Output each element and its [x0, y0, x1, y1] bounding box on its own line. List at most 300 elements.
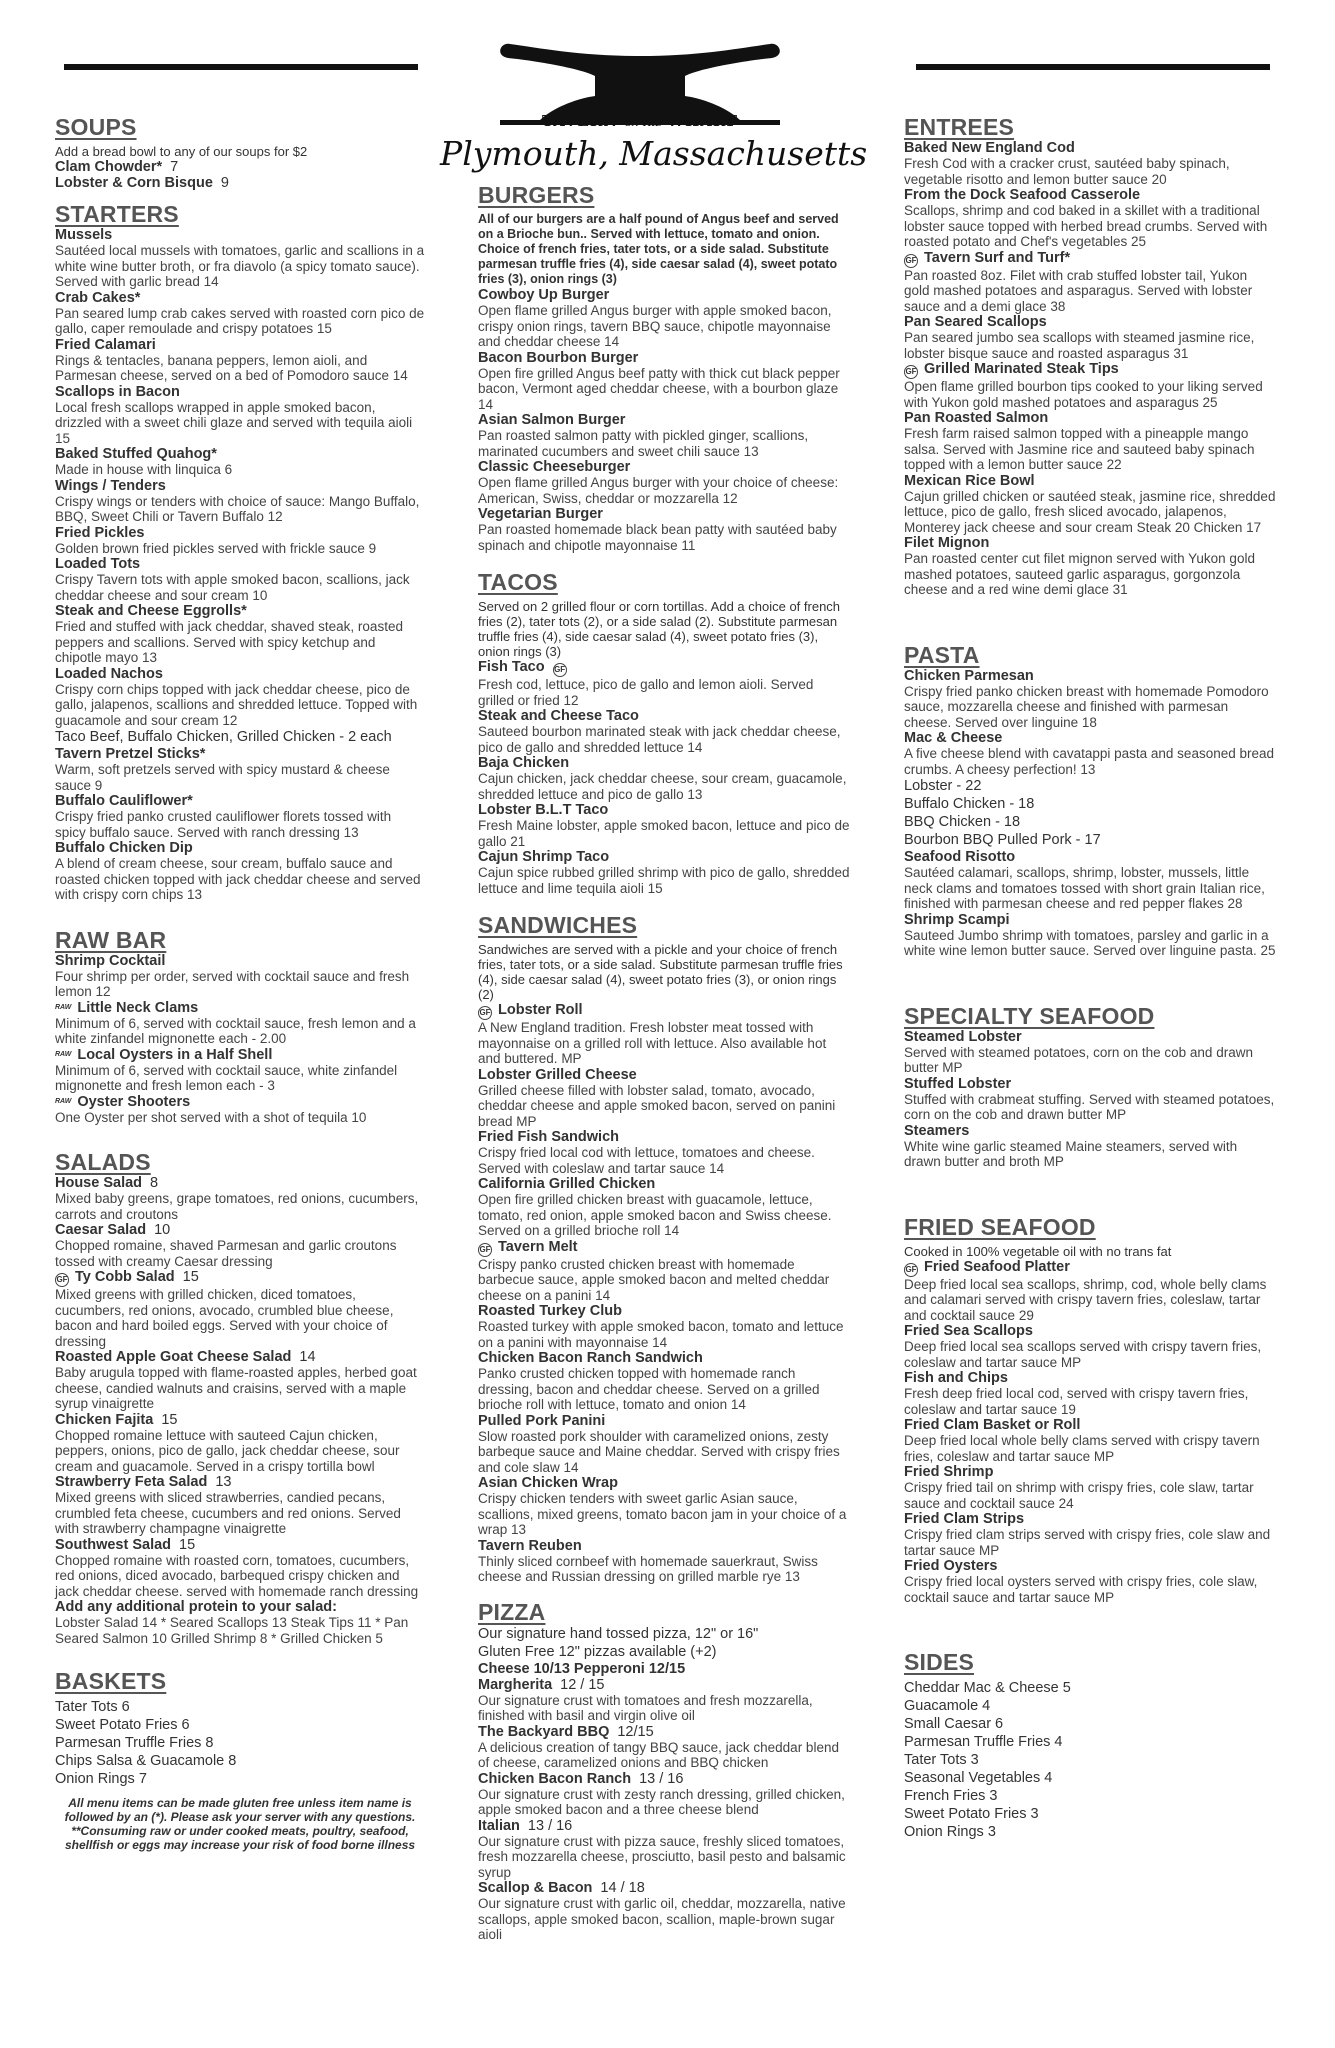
menu-item-description: Sauteed Jumbo shrimp with tomatoes, parsley and garlic in a white wine lemon butter sauce. Served over linguine pasta. 25: [904, 927, 1276, 958]
menu-item-description: Our signature crust with tomatoes and fresh mozzarella, finished with basil and virgin olive oil: [478, 1692, 813, 1723]
menu-item-description: Cajun grilled chicken or sautéed steak, jasmine rice, shredded lettuce, pico de gallo, fresh sliced avocado, jalapenos, Monterey jack cheese and sour cream Steak 20 Chicken 17: [904, 488, 1276, 535]
menu-item: [55, 1349, 425, 1412]
menu-item-name: Baked New England Cod: [904, 140, 1075, 156]
section-raw-bar: [55, 927, 425, 1126]
menu-item-header: [55, 1047, 425, 1063]
menu-item-price: 8: [150, 1175, 159, 1191]
menu-item-name: Fried Shrimp: [904, 1464, 994, 1480]
menu-item-name: Shrimp Cocktail: [55, 952, 166, 969]
menu-item-description: Pan roasted salmon patty with pickled ginger, scallions, marinated cucumbers and sweet chili sauce 13: [478, 428, 809, 459]
menu-item: [478, 1724, 850, 1771]
menu-item-header: [904, 410, 1276, 426]
top-rule-right: [916, 64, 1270, 70]
menu-item-extra-line: Buffalo Chicken - 18: [904, 796, 1035, 812]
logo: [440, 34, 868, 184]
menu-item-name: Pan Seared Scallops: [904, 314, 1047, 330]
menu-item-description: Open fire grilled chicken breast with guacamole, lettuce, tomato, red onion, apple smoked bacon and Swiss cheese. Served on a grilled brioche roll 14: [478, 1192, 832, 1238]
menu-item: [904, 1370, 1276, 1417]
gluten-free-icon: GF: [904, 254, 918, 268]
menu-item-header: [904, 1123, 1276, 1139]
menu-item-name: Local Oysters in a Half Shell: [77, 1046, 273, 1063]
menu-item-extra: Taco Beef, Buffalo Chicken, Grilled Chicken - 2 each: [55, 729, 392, 745]
menu-item-header: [904, 1076, 1276, 1092]
menu-item: [55, 1000, 425, 1047]
menu-item-header: [55, 384, 425, 400]
menu-item-name: Buffalo Chicken Dip: [55, 840, 193, 856]
menu-item-name: Margherita: [478, 1676, 553, 1693]
menu-item: [478, 1677, 850, 1724]
menu-item-header: [904, 849, 1276, 865]
menu-item-name: Vegetarian Burger: [478, 506, 603, 522]
menu-item-description: Stuffed with crabmeat stuffing. Served with steamed potatoes, corn on the cob and drawn butter MP: [904, 1091, 1275, 1122]
menu-item-header: [478, 659, 850, 677]
menu-item-header: [904, 1323, 1276, 1339]
menu-item-header: [55, 556, 425, 572]
menu-item-description: Chopped romaine lettuce with sauteed Cajun chicken, peppers, onions, pico de gallo, jack cheddar cheese, sour cream and guacamole. Served in a crispy tortilla bowl: [55, 1427, 400, 1474]
menu-item-header: [55, 953, 425, 969]
menu-item-header: [904, 140, 1276, 156]
menu-item-price: 13 / 16: [527, 1817, 573, 1834]
menu-item-name: Loaded Nachos: [55, 665, 163, 682]
menu-item: [478, 1067, 850, 1130]
menu-item-description: A New England tradition. Fresh lobster meat tossed with mayonnaise on a grilled roll with lettuce. Also available hot and buttered. MP: [478, 1020, 827, 1066]
menu-item: [55, 603, 425, 666]
menu-item-description: Fresh deep fried local cod, served with crispy tavern fries, coleslaw and tartar sauce 19: [904, 1386, 1249, 1417]
menu-item-name: Grilled Marinated Steak Tips: [924, 361, 1119, 377]
section-title: ENTREES: [904, 114, 1015, 140]
menu-item-name: Ty Cobb Salad: [75, 1269, 175, 1285]
menu-item-description: Fresh farm raised salmon topped with a pineapple mango salsa. Served with Jasmine rice and sauteed baby spinach topped with a lemon butter sauce 22: [904, 426, 1255, 472]
menu-item-name: Southwest Salad: [55, 1536, 172, 1553]
section-salads: [55, 1149, 425, 1646]
menu-item-header: [55, 1222, 425, 1238]
menu-item-header: [478, 1677, 850, 1693]
menu-item-header: [55, 337, 425, 353]
menu-item: [478, 1239, 850, 1304]
menu-item-header: [478, 755, 850, 771]
section-title: RAW BAR: [55, 926, 167, 953]
section-note-line: Gluten Free 12" pizzas available (+2): [478, 1643, 717, 1660]
menu-item-header: [478, 1661, 850, 1677]
menu-item-description: Deep fried local sea scallops, shrimp, cod, whole belly clams and calamari served with crispy tavern fries, coleslaw, tartar and cocktail sauce 29: [904, 1276, 1267, 1323]
menu-item-header: [478, 1067, 850, 1083]
menu-item-header: [55, 1537, 425, 1553]
menu-item: [478, 1880, 850, 1943]
menu-item-name: Strawberry Feta Salad: [55, 1474, 208, 1490]
menu-item-header: [904, 1370, 1276, 1386]
menu-item-header: [478, 1771, 850, 1787]
menu-item-description: Our signature crust with zesty ranch dressing, grilled chicken, apple smoked bacon and a three cheese blend: [478, 1786, 845, 1817]
menu-item-header: [55, 746, 425, 762]
raw-icon: RAW: [55, 1050, 72, 1058]
section-note: All of our burgers are a half pound of Angus beef and served on a Brioche bun.. Served with lettuce, tomato and onion. Choice of french fries, tater tots, or a side salad. Substitute parmesan truffle fries (4), side caesar salad (4), sweet potato fries (3), onion rings (3): [478, 212, 839, 286]
menu-item-description: Crispy fried local cod with lettuce, tomatoes and cheese. Served with coleslaw and tartar sauce 14: [478, 1145, 815, 1176]
gluten-free-icon: GF: [478, 1243, 492, 1257]
menu-item-name: Chicken Bacon Ranch: [478, 1770, 632, 1787]
menu-item-header: [904, 361, 1276, 379]
menu-item: [904, 1029, 1276, 1076]
menu-item-name: Stuffed Lobster: [904, 1075, 1012, 1092]
menu-item: [904, 410, 1276, 473]
menu-item-description: Crispy fried clam strips served with crispy fries, cole slaw and tartar sauce MP: [904, 1527, 1271, 1558]
menu-item-name: Fried Pickles: [55, 524, 145, 541]
section-note: Cooked in 100% vegetable oil with no trans fat: [904, 1243, 1172, 1259]
menu-item: [904, 1076, 1276, 1123]
menu-item-header: [55, 603, 425, 619]
menu-item: [55, 175, 425, 191]
menu-item: [904, 361, 1276, 410]
menu-item-header: [478, 412, 850, 428]
menu-item-header: [55, 1599, 425, 1615]
menu-item-description: Slow roasted pork shoulder with caramelized onions, zesty barbeque sauce and Maine cheddar. Served with crispy fries and cole slaw 14: [478, 1428, 840, 1475]
menu-item: [904, 535, 1276, 598]
menu-item: [55, 840, 425, 903]
section-title: BASKETS: [55, 1668, 167, 1694]
menu-item: [904, 1417, 1276, 1464]
middle-column: [478, 182, 850, 1943]
menu-item-description: Crispy panko crusted chicken breast with homemade barbecue sauce, apple smoked bacon and melted cheddar cheese on a panini 14: [478, 1256, 830, 1303]
menu-item-header: [55, 1175, 425, 1191]
menu-item-name: Tavern Melt: [498, 1238, 578, 1255]
menu-item-description: Rings & tentacles, banana peppers, lemon aioli, and Parmesan cheese, served on a bed of Pomodoro sauce 14: [55, 352, 408, 383]
menu-item-description: Warm, soft pretzels served with spicy mustard & cheese sauce 9: [55, 762, 390, 793]
menu-item-name: Clam Chowder*: [55, 159, 163, 175]
menu-item: [55, 1412, 425, 1475]
menu-item-description: Fresh cod, lettuce, pico de gallo and lemon aioli. Served grilled or fried 12: [478, 677, 814, 708]
menu-item-description: White wine garlic steamed Maine steamers, served with drawn butter and broth MP: [904, 1138, 1238, 1169]
menu-item-description: Made in house with linquica 6: [55, 462, 233, 477]
menu-item: [478, 459, 850, 506]
list-item: Parmesan Truffle Fries 4: [904, 1734, 1063, 1750]
menu-item-description: Mixed greens with sliced strawberries, candied pecans, crumbled feta cheese, cucumbers and red onions. Served with strawberry champagne vinaigrette: [55, 1490, 401, 1536]
list-item: Guacamole 4: [904, 1698, 991, 1714]
menu-item: [478, 708, 850, 755]
menu-item: [55, 1047, 425, 1094]
menu-item-name: Scallops in Bacon: [55, 383, 180, 400]
menu-item-name: Cajun Shrimp Taco: [478, 849, 610, 865]
menu-item: [904, 1511, 1276, 1558]
logo-name: TAVERN: [541, 112, 619, 130]
menu-item-header: [904, 473, 1276, 489]
menu-item-name: Baja Chicken: [478, 755, 570, 771]
menu-item: [55, 1175, 425, 1222]
menu-item-name: Lobster & Corn Bisque: [55, 175, 213, 191]
menu-item-name: Chicken Fajita: [55, 1411, 154, 1428]
section-title: PASTA: [904, 641, 980, 668]
menu-item: [55, 1222, 425, 1269]
menu-item-header: [478, 802, 850, 818]
menu-item-description: Crispy fried local oysters served with crispy fries, cole slaw, cocktail sauce and tartar sauce MP: [904, 1574, 1258, 1605]
section-specialty-seafood: [904, 1003, 1276, 1170]
raw-icon: RAW: [55, 1003, 72, 1011]
section-title: SOUPS: [55, 114, 137, 140]
menu-item-description: Pan seared jumbo sea scallops with steamed jasmine rice, lobster bisque sauce and roasted asparagus 31: [904, 330, 1255, 361]
menu-item: [478, 1475, 850, 1538]
menu-item: [478, 412, 850, 459]
menu-item-name: Classic Cheeseburger: [478, 459, 631, 475]
menu-item-header: [478, 459, 850, 475]
menu-item-name: Asian Chicken Wrap: [478, 1475, 618, 1491]
menu-item-price: 9: [220, 175, 229, 191]
menu-item-description: Scallops, shrimp and cod baked in a skillet with a traditional lobster sauce topped with herbed bread crumbs. Served with roasted potato and Chef's vegetables 25: [904, 203, 1268, 249]
menu-item-header: [55, 290, 425, 306]
menu-item: [478, 755, 850, 802]
menu-item: [55, 728, 425, 746]
menu-item-price: 7: [170, 159, 179, 175]
menu-item-header: [55, 1474, 425, 1490]
menu-item-description: Crispy corn chips topped with jack cheddar cheese, pico de gallo, jalapenos, scallions and shredded lettuce. Topped with guacamole and sour cream 12: [55, 681, 418, 728]
menu-item-description: Chopped romaine with roasted corn, tomatoes, cucumbers, red onions, diced avocado, barbequed crispy chicken and jack cheddar cheese. served with homemade ranch dressing: [55, 1552, 419, 1599]
menu-item-header: [904, 668, 1276, 684]
menu-item-price: 12 / 15: [560, 1676, 605, 1693]
menu-item-name: House Salad: [55, 1175, 143, 1191]
menu-item: [478, 1350, 850, 1413]
menu-item-header: [55, 1349, 425, 1365]
menu-item-name: Cheese 10/13 Pepperoni 12/15: [478, 1660, 686, 1677]
menu-item-extra-line: Bourbon BBQ Pulled Pork - 17: [904, 832, 1101, 848]
top-rule-left: [64, 64, 418, 70]
menu-item-price: 13 / 16: [639, 1770, 684, 1787]
menu-item-price: 14: [299, 1349, 316, 1365]
menu-item-header: [904, 1259, 1276, 1277]
menu-item-header: [55, 793, 425, 809]
menu-item-header: [55, 175, 425, 191]
menu-item-header: [478, 1303, 850, 1319]
menu-item-header: [55, 666, 425, 682]
menu-item-description: A blend of cream cheese, sour cream, buffalo sauce and roasted chicken topped with jack cheddar cheese and served with crispy corn chips 13: [55, 856, 421, 902]
menu-item-header: [478, 1413, 850, 1429]
menu-item-header: [904, 1558, 1276, 1574]
menu-item-description: Four shrimp per order, served with cocktail sauce and fresh lemon 12: [55, 968, 410, 999]
raw-icon: RAW: [55, 1097, 72, 1105]
menu-item: [55, 793, 425, 840]
menu-item: [478, 1771, 850, 1818]
menu-item-header: [55, 840, 425, 856]
section-title: SALADS: [55, 1149, 151, 1175]
menu-item-name: Lobster Roll: [498, 1002, 583, 1018]
menu-item-name: Fried Clam Basket or Roll: [904, 1417, 1081, 1433]
menu-item-name: Mussels: [55, 227, 113, 243]
menu-item-description: Baby arugula topped with flame-roasted apples, herbed goat cheese, candied walnuts and craisins, served with a maple syrup vinaigrette: [55, 1365, 417, 1411]
menu-item-name: Oyster Shooters: [77, 1093, 191, 1110]
list-item: Sweet Potato Fries 6: [55, 1717, 190, 1733]
logo-small: ON THE: [624, 118, 662, 128]
menu-item: [904, 849, 1276, 912]
menu-item-description: Local fresh scallops wrapped in apple smoked bacon, drizzled with a sweet chili glaze and served with tequila aioli 15: [55, 399, 413, 446]
menu-item-name: Cowboy Up Burger: [478, 287, 610, 303]
menu-item-description: Roasted turkey with apple smoked bacon, tomato and lettuce on a panini with mayonnaise 14: [478, 1319, 844, 1350]
plain-list: [904, 1679, 1276, 1841]
list-item: Onion Rings 3: [904, 1824, 996, 1840]
menu-item: [478, 802, 850, 849]
menu-item: [904, 1558, 1276, 1605]
menu-item-name: Tavern Pretzel Sticks*: [55, 746, 206, 762]
menu-item: [478, 1303, 850, 1350]
menu-item: [478, 1176, 850, 1239]
menu-item-description: Our signature crust with garlic oil, cheddar, mozzarella, native scallops, apple smoked bacon, scallion, maple-brown sugar aioli: [478, 1896, 846, 1942]
gluten-free-icon: GF: [553, 663, 567, 677]
list-item: Parmesan Truffle Fries 8: [55, 1735, 214, 1751]
menu-item-description: Crispy wings or tenders with choice of sauce: Mango Buffalo, BBQ, Sweet Chili or Tavern Buffalo 12: [55, 493, 420, 524]
menu-item-price: 12/15: [617, 1723, 654, 1740]
menu-item-description: Served with steamed potatoes, corn on the cob and drawn butter MP: [904, 1044, 1253, 1075]
menu-item: [904, 250, 1276, 315]
menu-item: [478, 659, 850, 708]
menu-item-header: [55, 1412, 425, 1428]
section-sides: [904, 1649, 1276, 1841]
menu-item: [904, 912, 1276, 959]
menu-item-name: Chicken Bacon Ranch Sandwich: [478, 1350, 703, 1366]
menu-item: [55, 746, 425, 793]
menu-item-description: Fresh Cod with a cracker crust, sautéed baby spinach, vegetable risotto and lemon butter sauce 20: [904, 156, 1230, 187]
menu-item-name: Fried Seafood Platter: [924, 1258, 1070, 1275]
menu-item-name: Loaded Tots: [55, 556, 141, 572]
menu-item-header: [478, 1239, 850, 1257]
section-note: Add a bread bowl to any of our soups for $2: [55, 144, 308, 159]
menu-item: [904, 777, 1276, 849]
menu-item-header: [478, 287, 850, 303]
menu-item: [904, 1259, 1276, 1324]
right-column: [904, 110, 1276, 1841]
menu-item: [55, 666, 425, 729]
list-item: Seasonal Vegetables 4: [904, 1770, 1053, 1786]
menu-item-name: Lobster Grilled Cheese: [478, 1066, 637, 1083]
menu-item-header: [478, 506, 850, 522]
list-item: Tater Tots 6: [55, 1699, 130, 1715]
menu-item-price: 15: [161, 1411, 178, 1428]
menu-item-header: [478, 1002, 850, 1020]
menu-item-description: Sauteed bourbon marinated steak with jack cheddar cheese, pico de gallo and shredded lettuce 14: [478, 724, 841, 755]
section-title: PIZZA: [478, 1598, 546, 1625]
menu-item-extra-line: Lobster - 22: [904, 778, 982, 794]
menu-item-header: [478, 1475, 850, 1491]
menu-item-name: Fried Oysters: [904, 1558, 998, 1574]
menu-item: [55, 1474, 425, 1537]
menu-item-name: Baked Stuffed Quahog*: [55, 446, 217, 462]
menu-item-header: [904, 1464, 1276, 1480]
menu-item: [478, 849, 850, 896]
menu-item-header: [904, 1511, 1276, 1527]
menu-item: [904, 1464, 1276, 1511]
menu-item-extra-line: BBQ Chicken - 18: [904, 814, 1021, 830]
menu-item-price: 13: [215, 1474, 232, 1490]
menu-item-name: From the Dock Seafood Casserole: [904, 187, 1141, 203]
menu-item-name: Fried Fish Sandwich: [478, 1129, 619, 1145]
menu-item-description: Grilled cheese filled with lobster salad, tomato, avocado, cheddar cheese and apple smoked bacon, served on panini bread MP: [478, 1082, 836, 1129]
menu-item: [55, 478, 425, 525]
menu-item-description: Cajun spice rubbed grilled shrimp with pico de gallo, shredded lettuce and lime tequila aioli 15: [478, 865, 850, 896]
menu-item-name: Fish and Chips: [904, 1370, 1008, 1386]
menu-item-header: [904, 535, 1276, 551]
menu-item-name: Buffalo Cauliflower*: [55, 793, 193, 809]
list-item: Sweet Potato Fries 3: [904, 1806, 1039, 1822]
menu-item-header: [478, 1538, 850, 1554]
menu-item-header: [55, 478, 425, 494]
menu-item-header: [904, 730, 1276, 746]
menu-item: [904, 187, 1276, 250]
gluten-free-icon: GF: [55, 1273, 69, 1287]
menu-item-name: Steamed Lobster: [904, 1028, 1022, 1045]
menu-item-description: Open flame grilled bourbon tips cooked to your liking served with Yukon gold mashed potatoes and asparagus 25: [904, 379, 1263, 410]
list-item: Chips Salsa & Guacamole 8: [55, 1753, 237, 1769]
menu-item-price: 15: [179, 1536, 196, 1553]
menu-item-header: [55, 159, 425, 175]
menu-item-header: [55, 446, 425, 462]
section-title: SPECIALTY SEAFOOD: [904, 1002, 1155, 1029]
menu-item-description: A five cheese blend with cavatappi pasta and seasoned bread crumbs. A cheesy perfection! 13: [904, 746, 1275, 777]
menu-item-description: Minimum of 6, served with cocktail sauce, white zinfandel mignonette and fresh lemon each - 3: [55, 1062, 398, 1093]
menu-item-description: Pan roasted homemade black bean patty with sautéed baby spinach and chipotle mayonnaise 11: [478, 522, 837, 553]
menu-item-name: Wings / Tenders: [55, 477, 166, 494]
menu-item-description: Crispy fried tail on shrimp with crispy fries, cole slaw, tartar sauce and cocktail sauce 24: [904, 1480, 1254, 1511]
menu-item: [55, 290, 425, 337]
menu-item: [478, 1413, 850, 1476]
menu-item-name: Bacon Bourbon Burger: [478, 349, 639, 366]
menu-item-header: [478, 1350, 850, 1366]
menu-item-name: Tavern Surf and Turf*: [924, 249, 1071, 266]
left-column: [55, 110, 425, 1852]
menu-item: [478, 1818, 850, 1881]
menu-item-name: Crab Cakes*: [55, 289, 141, 306]
menu-item-description: Mixed greens with grilled chicken, diced tomatoes, cucumbers, red onions, avocado, crumbled blue cheese, bacon and hard boiled eggs. Served with your choice of dressing: [55, 1287, 394, 1349]
menu-item-description: Thinly sliced cornbeef with homemade sauerkraut, Swiss cheese and Russian dressing on grilled marble rye 13: [478, 1553, 818, 1584]
menu-item-name: Fried Clam Strips: [904, 1511, 1025, 1527]
menu-item-name: Chicken Parmesan: [904, 667, 1034, 684]
menu-item-description: Lobster Salad 14 * Seared Scallops 13 Steak Tips 11 * Pan Seared Salmon 10 Grilled Shrimp 8 * Grilled Chicken 5: [55, 1615, 409, 1646]
menu-item: [904, 668, 1276, 731]
section-title: FRIED SEAFOOD: [904, 1213, 1096, 1240]
menu-item-header: [904, 1417, 1276, 1433]
menu-item-name: Roasted Turkey Club: [478, 1303, 622, 1319]
menu-item-name: Caesar Salad: [55, 1222, 147, 1238]
menu-item-price: 10: [154, 1222, 171, 1238]
menu-item-description: Open flame grilled Angus burger with apple smoked bacon, crispy onion rings, tavern BBQ sauce, chipotle mayonnaise and cheddar cheese 14: [478, 303, 832, 349]
list-item: French Fries 3: [904, 1788, 998, 1804]
menu-item-description: Pan roasted center cut filet mignon served with Yukon gold mashed potatoes, sauteed garlic asparagus, gorgonzola cheese and a red wine demi glace 31: [904, 551, 1255, 597]
menu-item-name: Mac & Cheese: [904, 730, 1003, 746]
section-pizza: [478, 1599, 850, 1943]
section-title: SANDWICHES: [478, 912, 638, 938]
menu-item-description: One Oyster per shot served with a shot of tequila 10: [55, 1109, 367, 1125]
menu-item-description: Deep fried local whole belly clams served with crispy tavern fries, coleslaw and tartar sauce MP: [904, 1433, 1260, 1464]
menu-item-description: A delicious creation of tangy BBQ sauce, jack cheddar blend of cheese, caramelized onions and BBQ chicken: [478, 1739, 839, 1770]
menu-item: [55, 227, 425, 290]
menu-item-header: [55, 1269, 425, 1287]
menu-item: [55, 337, 425, 384]
section-title: BURGERS: [478, 182, 595, 208]
menu-item: [55, 384, 425, 447]
menu-item-name: Pulled Pork Panini: [478, 1412, 606, 1429]
menu-item-header: [55, 1000, 425, 1016]
menu-item-description: Pan roasted 8oz. Filet with crab stuffed lobster tail, Yukon gold mashed potatoes and asparagus. Served with lobster sauce and a demi glace 38: [904, 267, 1253, 314]
menu-item-name: Add any additional protein to your salad:: [55, 1599, 337, 1615]
menu-item-header: [478, 1818, 850, 1834]
menu-item-name: The Backyard BBQ: [478, 1723, 610, 1740]
section-baskets: [55, 1668, 425, 1788]
menu-item-name: Pan Roasted Salmon: [904, 410, 1049, 426]
section-entrees: [904, 114, 1276, 598]
menu-item-description: Sautéed local mussels with tomatoes, garlic and scallions in a white wine butter broth, or fra diavolo (a spicy tomato sauce). Served with garlic bread 14: [55, 243, 425, 289]
menu-item-description: Crispy Tavern tots with apple smoked bacon, scallions, jack cheddar cheese and sour cream 10: [55, 572, 410, 603]
menu-item-header: [904, 250, 1276, 268]
menu-item-description: Open flame grilled Angus burger with your choice of cheese: American, Swiss, cheddar or mozzarella 12: [478, 475, 839, 506]
menu-item-price: 14 / 18: [600, 1880, 645, 1896]
menu-item-name: Fried Calamari: [55, 336, 156, 353]
section-title: STARTERS: [55, 201, 179, 227]
menu-item: [55, 1537, 425, 1600]
menu-item: [478, 1661, 850, 1677]
menu-item: [478, 506, 850, 553]
